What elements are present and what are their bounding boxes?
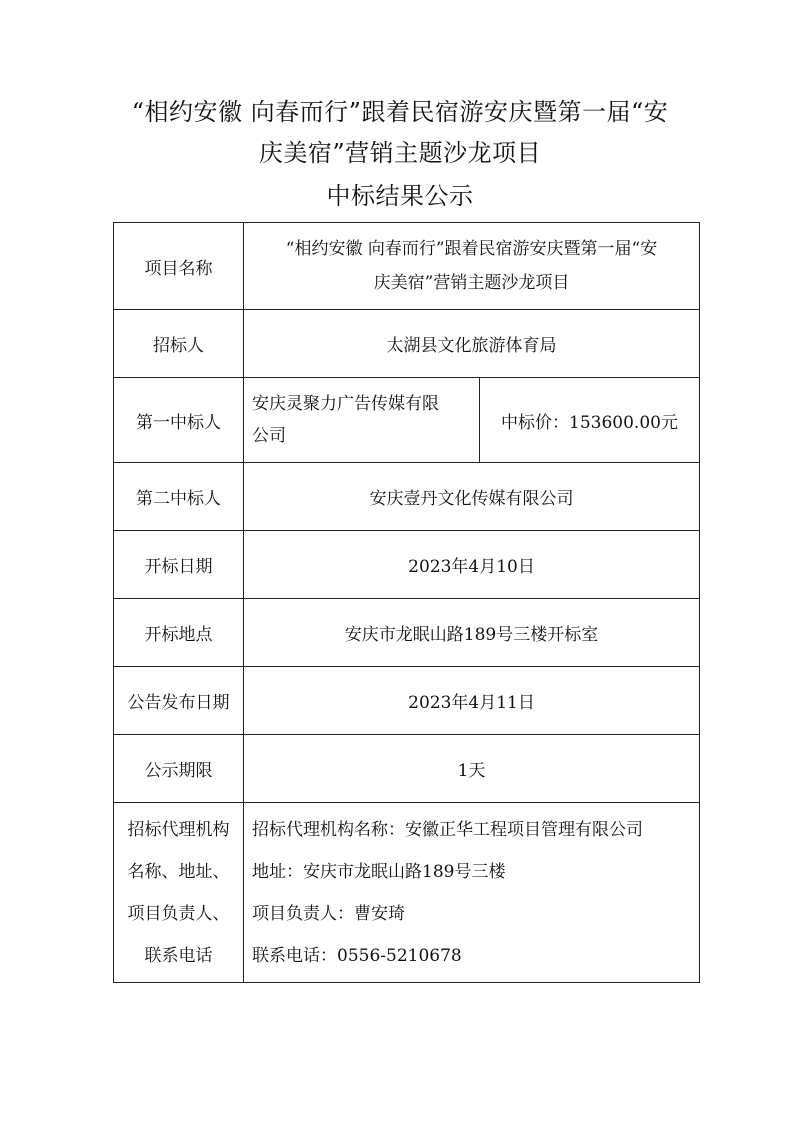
- row-tenderer: [114, 310, 700, 378]
- title-line-1: “相约安徽 向春而行”跟着民宿游安庆暨第一届“安: [131, 98, 669, 126]
- project-name-value: [244, 223, 700, 310]
- bid-result-table: [113, 222, 700, 983]
- agency-address: 地址：安庆市龙眠山路189号三楼: [252, 861, 506, 882]
- announcement-date-label: 公告发布日期: [114, 667, 244, 735]
- agency-phone: 联系电话：0556-5210678: [252, 945, 462, 966]
- agency-label-line-1: 招标代理机构: [127, 819, 230, 840]
- agency-project-lead: 项目负责人：曹安琦: [252, 903, 405, 924]
- agency-details: [244, 803, 700, 983]
- first-bidder-line-1: 安庆灵聚力广告传媒有限: [252, 394, 439, 414]
- project-name-label: 项目名称: [114, 223, 244, 310]
- opening-date-label: 开标日期: [114, 531, 244, 599]
- second-bidder-value: 安庆壹丹文化传媒有限公司: [244, 463, 700, 531]
- agency-label-line-3: 项目负责人、: [127, 903, 230, 924]
- first-bidder-line-2: 公司: [252, 426, 286, 446]
- tenderer-value: 太湖县文化旅游体育局: [244, 310, 700, 378]
- agency-name: 招标代理机构名称：安徽正华工程项目管理有限公司: [252, 819, 643, 840]
- project-name-line-1: “相约安徽 向春而行”跟着民宿游安庆暨第一届“安: [285, 239, 658, 259]
- second-bidder-label: 第二中标人: [114, 463, 244, 531]
- row-publicity-period: [114, 735, 700, 803]
- row-project-name: [114, 223, 700, 310]
- agency-label: [114, 803, 244, 983]
- publicity-period-value: 1天: [244, 735, 700, 803]
- row-second-bidder: [114, 463, 700, 531]
- document-title: [100, 92, 700, 217]
- announcement-date-value: 2023年4月11日: [244, 667, 700, 735]
- row-opening-location: [114, 599, 700, 667]
- opening-date-value: 2023年4月10日: [244, 531, 700, 599]
- tenderer-label: 招标人: [114, 310, 244, 378]
- first-bidder-label: 第一中标人: [114, 378, 244, 463]
- row-agency: [114, 803, 700, 983]
- opening-location-value: 安庆市龙眠山路189号三楼开标室: [244, 599, 700, 667]
- title-result-notice: 中标结果公示: [326, 182, 474, 210]
- project-name-line-2: 庆美宿”营销主题沙龙项目: [373, 273, 570, 293]
- agency-label-line-2: 名称、地址、: [127, 861, 230, 882]
- row-opening-date: [114, 531, 700, 599]
- winning-price: 中标价：153600.00元: [480, 378, 700, 463]
- title-line-2: 庆美宿”营销主题沙龙项目: [258, 139, 542, 167]
- row-first-bidder: [114, 378, 700, 463]
- agency-label-line-4: 联系电话: [144, 945, 213, 966]
- opening-location-label: 开标地点: [114, 599, 244, 667]
- row-announcement-date: [114, 667, 700, 735]
- first-bidder-value: [244, 378, 480, 463]
- publicity-period-label: 公示期限: [114, 735, 244, 803]
